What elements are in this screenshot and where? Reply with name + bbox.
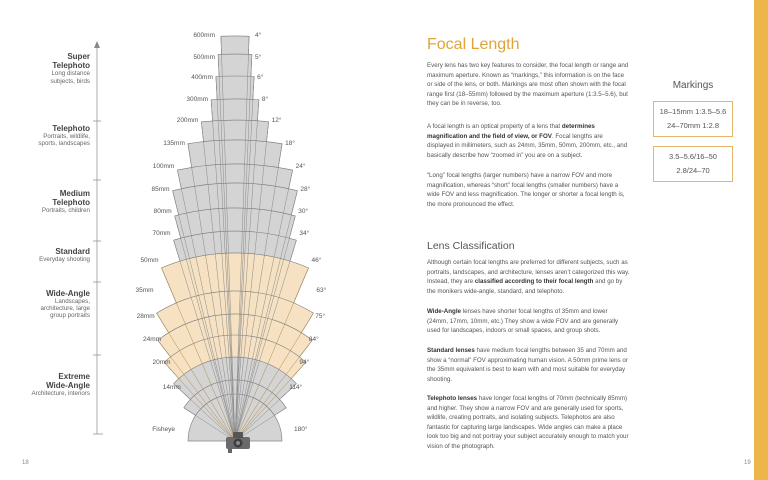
angle-label: 6° <box>257 74 264 81</box>
angle-label: 46° <box>311 257 322 264</box>
page-title: Focal Length <box>427 36 520 53</box>
focal-length-label: Fisheye <box>152 426 175 433</box>
angle-label: 114° <box>289 384 303 391</box>
angle-label: 180° <box>294 426 308 433</box>
focal-length-label: 20mm <box>152 359 171 366</box>
angle-label: 84° <box>308 336 319 343</box>
focal-length-label: 100mm <box>152 163 175 170</box>
classification-paragraph-1: Although certain focal lengths are preferred for different subjects, such as portraits, landscapes, and architecture, lenses aren’t categorized this way. Instead, they are classified according to their focal length and go by the monikers wide-angle, standard, and telephoto. <box>427 259 630 295</box>
focal-length-label: 600mm <box>193 32 215 39</box>
angle-label: 5° <box>255 54 262 61</box>
angle-label: 63° <box>316 287 327 294</box>
category-telephoto: Telephoto Portraits, wildlife, sports, landscapes <box>38 124 90 148</box>
focal-length-label: 80mm <box>153 208 172 215</box>
classification-paragraph-telephoto: Telephoto lenses have longer focal lengths of 70mm (technically 85mm) and higher. They show a narrow FOV and are generally used for sports, wildlife, creating portraits, and isolating subjects. Telephotos are also fantastic for capturing large landscapes. Wide angles can make a place look too big and not portray your subject accurately enough to match your vision of the photograph. <box>427 395 629 451</box>
markings-title: Markings <box>672 80 714 91</box>
angle-label: 24° <box>295 163 306 170</box>
focal-length-label: 50mm <box>140 257 159 264</box>
category-medium-telephoto: Medium Telephoto Portraits, children <box>41 189 90 215</box>
focal-length-label: 85mm <box>151 186 170 193</box>
angle-label: 4° <box>255 32 262 39</box>
markings-box-2: 3.5–5.6/16–50 2.8/24–70 <box>653 146 733 182</box>
page-number-left: 18 <box>22 460 29 466</box>
category-extreme-wide-angle: Extreme Wide-Angle Architecture, interiors <box>31 372 90 398</box>
angle-label: 94° <box>299 359 310 366</box>
page-number-right: 19 <box>744 460 751 466</box>
focal-length-label: 70mm <box>152 230 171 237</box>
focal-length-label: 28mm <box>136 313 155 320</box>
angle-label: 28° <box>300 186 311 193</box>
angle-label: 12° <box>271 117 282 124</box>
angle-label: 8° <box>261 96 269 103</box>
focal-length-label: 135mm <box>163 140 185 147</box>
focal-length-label: 500mm <box>193 54 215 61</box>
focal-length-paragraph-1: A focal length is an optical property of a lens that determines magnification and the field of view, or FOV. Focal lengths are displayed in millimeters, such as 24mm, 35mm, 50mm, 200mm, etc., and basically describe how “zoomed in” you are on a subject. <box>427 123 628 159</box>
focal-length-label: 14mm <box>162 384 181 391</box>
focal-length-paragraph-2: “Long” focal lengths (larger numbers) have a narrow FOV and more magnification, whereas “short” focal lengths (smaller numbers) have a wide FOV and less magnification. The longer or shorter a focal length is, the more pronounced the effect. <box>427 172 625 208</box>
classification-paragraph-standard: Standard lenses have medium focal lengths between 35 and 70mm and show a “normal” FOV approximating human vision. A 50mm prime lens or the 35mm equivalent is best to learn with and most suitable for everyday shooting. <box>427 347 628 383</box>
focal-length-label: 400mm <box>191 74 213 81</box>
category-wide-angle: Wide-Angle Landscapes, architecture, large group portraits <box>40 289 90 320</box>
angle-label: 34° <box>299 230 310 237</box>
focal-length-label: 300mm <box>186 96 209 103</box>
intro-paragraph: Every lens has two key features to consider, the focal length or range and maximum aperture. Known as “markings,” this information is on the face or side of the lens, or both. Markings are most often shown with the focal range first (18–55mm) followed by the maximum aperture (1:3.5–5.6), but they can be in reverse, too. <box>427 62 629 108</box>
angle-label: 30° <box>298 208 309 215</box>
classification-paragraph-wide-angle: Wide-Angle lenses have shorter focal lengths of 35mm and lower (24mm, 17mm, 10mm, etc.) They show a wide FOV and are generally used for landscapes, indoors or small spaces, and group shots. <box>427 308 619 335</box>
angle-label: 18° <box>285 140 295 147</box>
axis-arrow <box>94 41 100 48</box>
focal-length-label: 24mm <box>143 336 162 343</box>
category-super-telephoto: Super Telephoto Long distance subjects, birds <box>50 52 90 85</box>
markings-box-1: 18–15mm 1:3.5–5.6 24–70mm 1:2.8 <box>653 101 733 137</box>
category-standard: Standard Everyday shooting <box>39 247 90 264</box>
angle-label: 75° <box>315 313 326 320</box>
section-title-lens-classification: Lens Classification <box>427 240 515 252</box>
accent-band <box>754 0 768 480</box>
focal-length-label: 200mm <box>176 117 199 124</box>
focal-length-label: 35mm <box>135 287 154 294</box>
